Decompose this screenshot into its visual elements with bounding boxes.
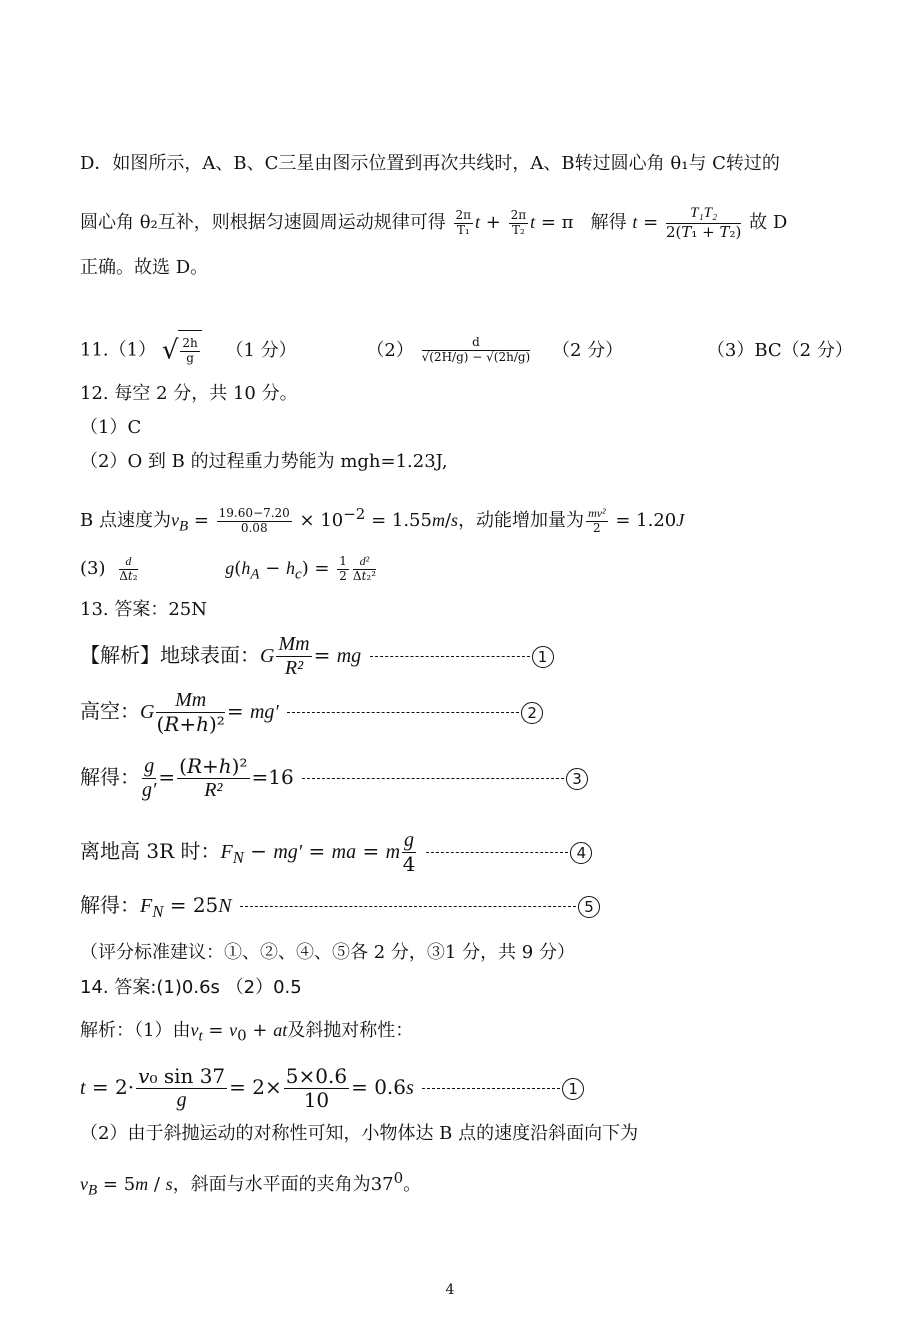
fraction: $\frac{1}{2}$ bbox=[339, 553, 347, 583]
fraction: $\frac{2\pi}{\text{T₁}}$ bbox=[455, 207, 472, 237]
q11-line bbox=[80, 330, 853, 370]
fraction: $\frac{2h}{g}$ bbox=[182, 335, 198, 365]
q14-l1-label: 解析：（1）由 bbox=[80, 1020, 191, 1041]
q11-part2: （2） bbox=[366, 339, 414, 361]
fraction: $\frac{\text{v₀ sin 37}}{g}$ bbox=[138, 1064, 226, 1111]
q13-eq5-label: 解得： bbox=[80, 893, 140, 917]
q12-vb-label: B 点速度为 bbox=[80, 510, 171, 531]
q12-a1: （1）C bbox=[80, 417, 142, 438]
q10d-line1: D．如图所示，A、B、C三星由图示位置到再次共线时，A、B转过圆心角 θ₁与 C转过的 bbox=[80, 153, 780, 174]
q13-eq1-label: 【解析】地球表面： bbox=[80, 643, 260, 667]
q13-eq1: 【解析】地球表面：G $\frac{Mm}{\text{R²}}$ = mg 1 bbox=[80, 632, 554, 678]
dash-leader bbox=[240, 906, 576, 907]
fraction: $\frac{19.60-7.20}{0.08}$ bbox=[218, 505, 290, 535]
fraction: $\frac{\text{d²}}{\text{Δt₂²}}$ bbox=[352, 553, 377, 583]
marker-1: 1 bbox=[562, 1078, 584, 1100]
marker-4: 4 bbox=[570, 842, 592, 864]
q11-score1: （1 分） bbox=[225, 339, 297, 361]
q14-head: 14. 答案:(1)0.6s （2）0.5 bbox=[80, 977, 302, 998]
q13-eq4: 离地高 3R 时：$F_N - mg'$ = ma = m $\frac{g}{4}$ 4 bbox=[80, 826, 592, 876]
fraction: $\frac{5\times 0.6}{10}$ bbox=[285, 1064, 348, 1112]
dash-leader bbox=[287, 712, 519, 713]
q14-l1-tail: 及斜抛对称性： bbox=[287, 1020, 414, 1041]
q13-eq5: 解得：$F_N = 25N$ 5 bbox=[80, 890, 600, 920]
q10d-line2: 圆心角 θ₂互补，则根据匀速圆周运动规律可得 $\frac{2\pi}{\text{T₁}}$ t + $\frac{2\pi}{\text{T₂}}$ t = π 解得 t = $\frac{\text{T₁T₂}}{\text{2(T₁ + T₂)}}$ 故 D bbox=[80, 205, 788, 241]
q13-eq2-label: 高空： bbox=[80, 699, 140, 723]
fraction: $\frac{g}{g'}$ bbox=[142, 755, 157, 801]
fraction: $\frac{Mm}{\text{(R+h)²}}$ bbox=[156, 689, 225, 736]
sqrt: √ $\frac{2h}{g}$ bbox=[162, 330, 202, 371]
q12-a3-label: (3) bbox=[80, 558, 106, 579]
dash-leader bbox=[426, 852, 568, 853]
q14-angle-label: ，斜面与水平面的夹角为 bbox=[172, 1174, 371, 1195]
q13-eq4-label: 离地高 3R 时： bbox=[80, 839, 221, 863]
dash-leader bbox=[302, 778, 564, 779]
q11-part1: 11.（1） bbox=[80, 339, 157, 361]
q11-score2: （2 分） bbox=[551, 339, 624, 361]
q13-eq3-label: 解得： bbox=[80, 765, 140, 789]
fraction: $\frac{d}{√(2H/g) - √(2h/g)}$ bbox=[421, 335, 531, 364]
q14-l3: （2）由于斜抛运动的对称性可知，小物体达 B 点的速度沿斜面向下为 bbox=[80, 1123, 639, 1144]
q12-a3: (3) $\frac{d}{\text{Δt₂}}$ $g(h_A - h_c)$ = $\frac{1}{2}$ $\frac{\text{d²}}{\text{Δt₂²}}$ bbox=[80, 553, 377, 583]
marker-5: 5 bbox=[578, 896, 600, 918]
fraction: $\frac{\text{mv²}}{2}$ bbox=[588, 505, 606, 535]
fraction: $\frac{2\pi}{\text{T₂}}$ bbox=[510, 207, 527, 237]
q13-head: 13. 答案：25N bbox=[80, 599, 208, 620]
fraction: $\frac{Mm}{\text{R²}}$ bbox=[278, 633, 310, 679]
dash-leader bbox=[422, 1088, 560, 1089]
fraction: $\frac{d}{\text{Δt₂}}$ bbox=[119, 553, 138, 583]
q14-l4-end: 。 bbox=[403, 1174, 422, 1195]
q12-a2b: B 点速度为$v_B$ = $\frac{19.60-7.20}{0.08}$ × $10^{-2} = 1.55m/s$，动能增加量为 $\frac{\text{mv²}}{2}$ = 1.20J bbox=[80, 505, 685, 535]
q14-eq1: t = 2· $\frac{\text{v₀ sin 37}}{g}$ = 2× $\frac{5\times 0.6}{10}$ = 0.6s 1 bbox=[80, 1062, 584, 1112]
q13-eq3-value: =16 bbox=[251, 765, 294, 789]
marker-3: 3 bbox=[566, 768, 588, 790]
marker-2: 2 bbox=[521, 702, 543, 724]
q10d-line2-text: 圆心角 θ₂互补，则根据匀速圆周运动规律可得 bbox=[80, 212, 446, 233]
q13-eq3: 解得： $\frac{g}{g'}$ = $\frac{\text{(R+h)²}}{\text{R²}}$ =16 3 bbox=[80, 752, 588, 802]
q10d-solve-label: 解得 bbox=[590, 212, 627, 233]
q11-part3: （3）BC（2 分） bbox=[706, 339, 853, 361]
fraction: $\frac{g}{4}$ bbox=[402, 829, 416, 876]
q10d-line2-end: 故 D bbox=[749, 212, 788, 233]
q12-head: 12. 每空 2 分，共 10 分。 bbox=[80, 383, 298, 404]
q13-score: （评分标准建议：①、②、④、⑤各 2 分，③1 分，共 9 分） bbox=[80, 942, 575, 963]
fraction: $\frac{\text{(R+h)²}}{\text{R²}}$ bbox=[179, 754, 248, 801]
q10d-line3: 正确。故选 D。 bbox=[80, 257, 209, 278]
q12-a2: （2）O 到 B 的过程重力势能为 mgh=1.23J, bbox=[80, 451, 448, 472]
fraction: $\frac{\text{T₁T₂}}{\text{2(T₁ + T₂)}}$ bbox=[665, 205, 742, 241]
q12-ek-label: ，动能增加量为 bbox=[458, 510, 585, 531]
q13-eq2: 高空：G $\frac{Mm}{\text{(R+h)²}}$ = mg′ 2 bbox=[80, 686, 543, 736]
dash-leader bbox=[370, 656, 530, 657]
q14-l1: 解析：（1）由$v_t = v_0$ + at及斜抛对称性： bbox=[80, 1020, 414, 1045]
marker-1: 1 bbox=[532, 646, 554, 668]
page-number: 4 bbox=[445, 1282, 455, 1298]
q14-l4: $v_B = 5m / s$，斜面与水平面的夹角为$37^0$。 bbox=[80, 1169, 422, 1199]
